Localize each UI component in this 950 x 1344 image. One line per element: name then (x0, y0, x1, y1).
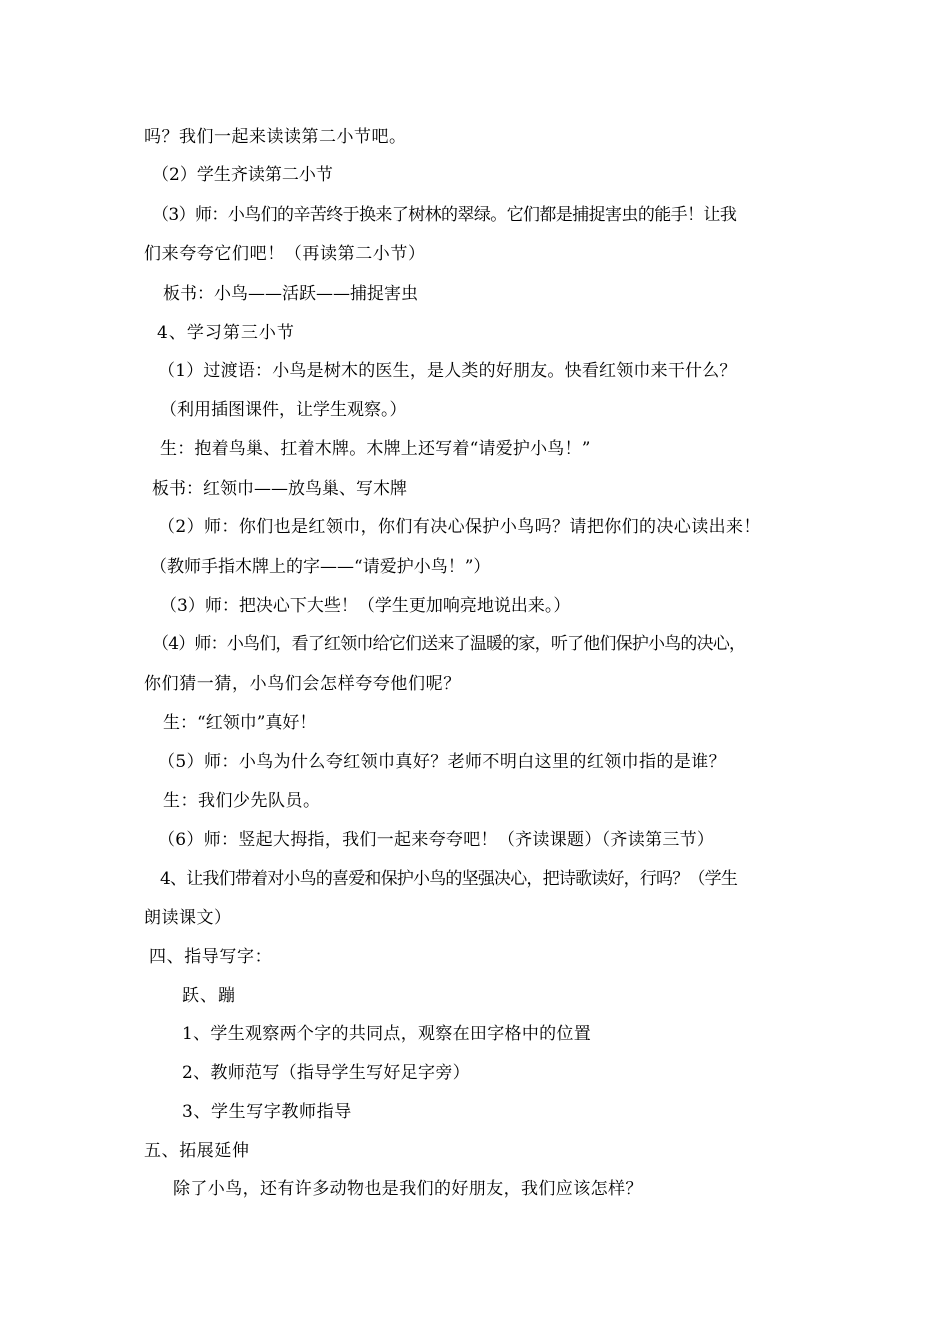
text-line: （教师手指木牌上的字——“请爱护小鸟！”） (150, 557, 491, 577)
text-line: 跃、蹦 (182, 986, 236, 1006)
section-heading: 四、指导写字： (149, 947, 273, 967)
text-line: 生：抱着鸟巢、扛着木牌。木牌上还写着“请爱护小鸟！” (160, 439, 591, 459)
text-line: （2）学生齐读第二小节 (152, 165, 333, 185)
text-line: （5）师：小鸟为什么夸红领巾真好？老师不明白这里的红领巾指的是谁？ (158, 752, 727, 772)
text-line: 2、教师范写（指导学生写好足字旁） (182, 1063, 470, 1083)
text-line: 板书：小鸟——活跃——捕捉害虫 (163, 284, 418, 304)
text-line: 生：我们少先队员。 (163, 791, 321, 811)
text-line: （3）师：把决心下大些！（学生更加响亮地说出来。） (160, 596, 571, 616)
text-line: （1）过渡语：小鸟是树木的医生，是人类的好朋友。快看红领巾来干什么？ (158, 361, 737, 381)
section-heading: 五、拓展延伸 (144, 1141, 250, 1161)
text-line: （4）师：小鸟们，看了红领巾给它们送来了温暖的家，听了他们保护小鸟的决心， (152, 634, 746, 654)
text-line: 4、学习第三小节 (157, 323, 295, 343)
text-line: 朗读课文） (144, 908, 232, 928)
text-line: 除了小鸟，还有许多动物也是我们的好朋友，我们应该怎样？ (173, 1179, 643, 1199)
text-line: 板书：红领巾——放鸟巢、写木牌 (152, 479, 407, 499)
text-line: 们来夸夸它们吧！（再读第二小节） (144, 244, 426, 264)
text-line: 你们猜一猜，小鸟们会怎样夸夸他们呢？ (144, 674, 461, 694)
text-line: （利用插图课件，让学生观察。） (160, 400, 407, 420)
text-line: （2）师：你们也是红领巾，你们有决心保护小鸟吗？请把你们的决心读出来！ (158, 517, 761, 537)
text-line: （6）师：竖起大拇指，我们一起来夸夸吧！（齐读课题）（齐读第三节） (158, 830, 715, 850)
text-line: 3、学生写字教师指导 (182, 1102, 352, 1122)
text-line: 生：“红领巾”真好！ (163, 713, 317, 733)
text-line: 1、学生观察两个字的共同点，观察在田字格中的位置 (182, 1024, 592, 1044)
text-line: 吗？我们一起来读读第二小节吧。 (144, 127, 407, 147)
text-line: （3）师：小鸟们的辛苦终于换来了树林的翠绿。它们都是捕捉害虫的能手！让我 (152, 205, 737, 225)
text-line: 4、让我们带着对小鸟的喜爱和保护小鸟的坚强决心，把诗歌读好，行吗？（学生 (160, 869, 738, 889)
